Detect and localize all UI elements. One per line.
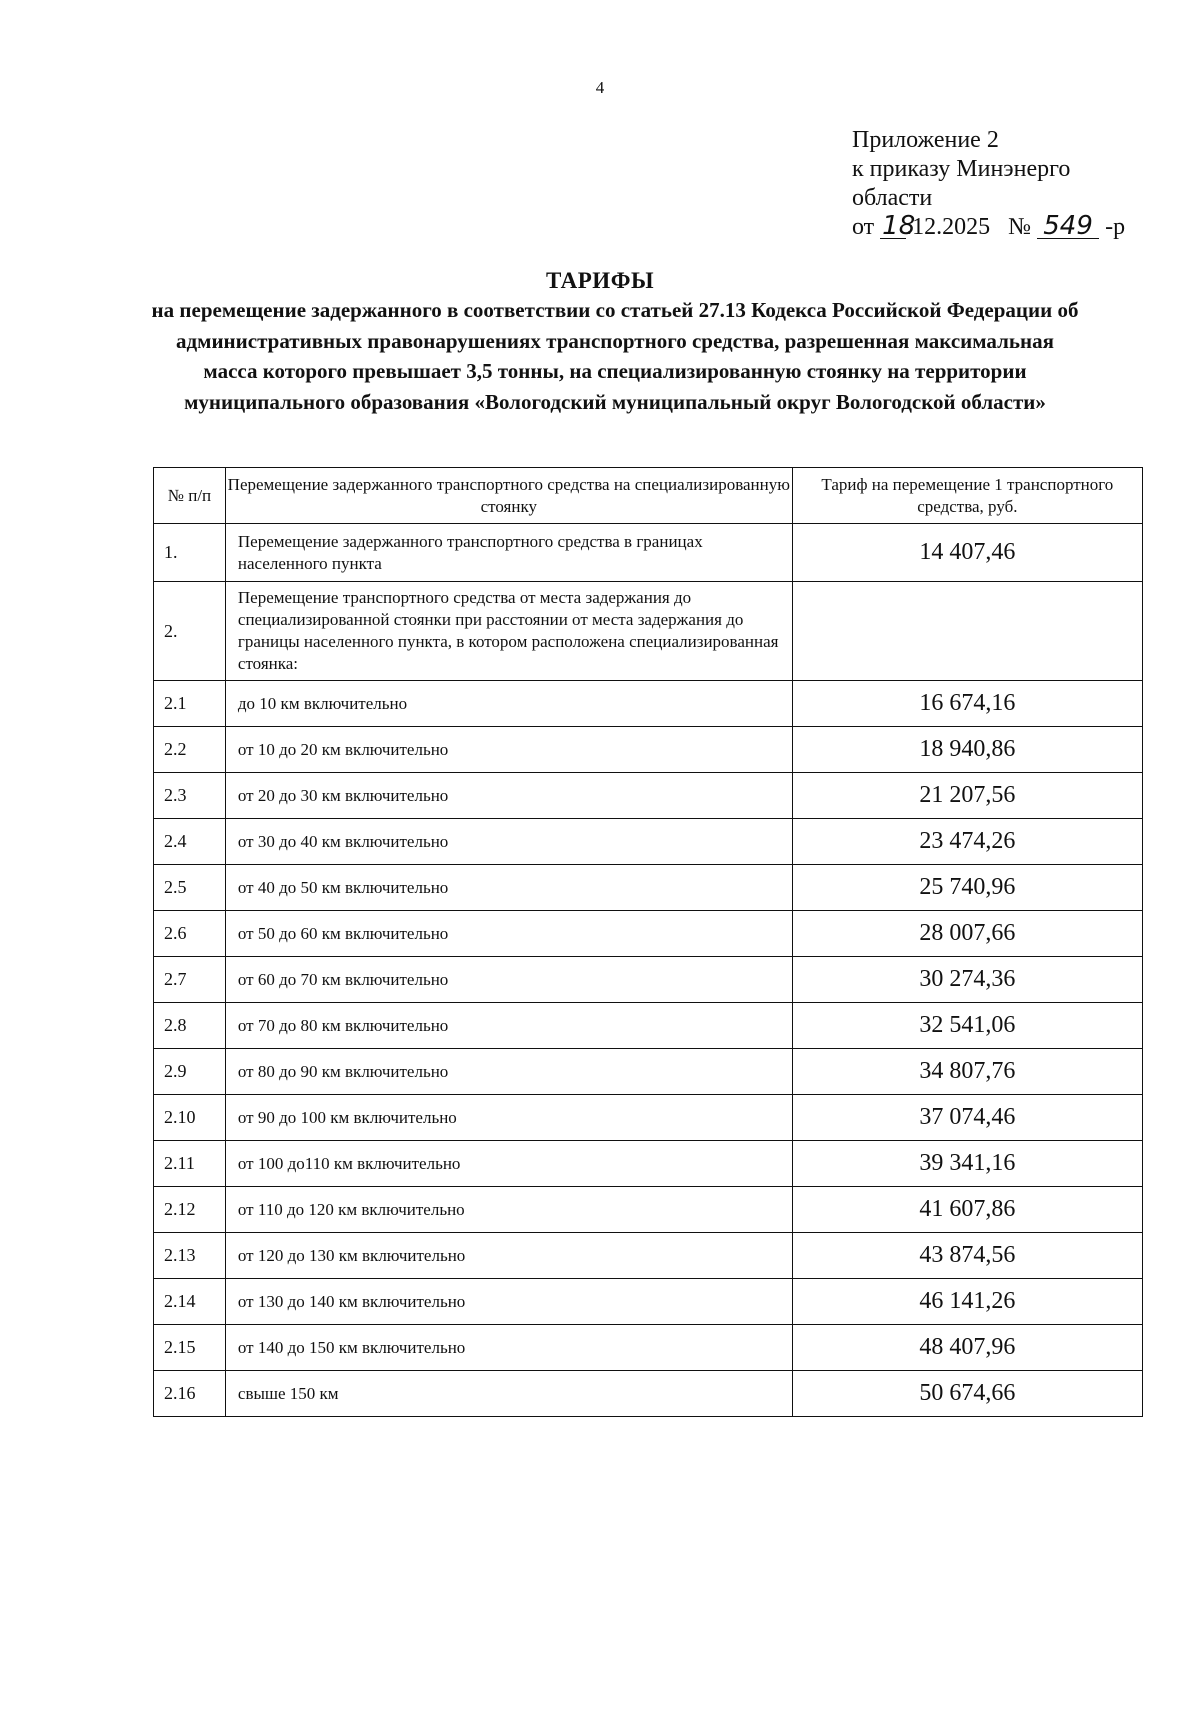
appendix-block	[852, 126, 1125, 242]
row-tariff: 41 607,86	[792, 1187, 1142, 1233]
row-number: 2.11	[154, 1141, 226, 1187]
row-description: от 80 до 90 км включительно	[225, 1049, 792, 1095]
page-number: 4	[595, 78, 605, 97]
row-tariff: 39 341,16	[792, 1141, 1142, 1187]
number-suffix: -р	[1105, 214, 1126, 240]
row-tariff: 25 740,96	[792, 865, 1142, 911]
row-tariff: 30 274,36	[792, 957, 1142, 1003]
table-header-row	[154, 468, 1143, 524]
row-tariff: 43 874,56	[792, 1233, 1142, 1279]
row-number: 2.15	[154, 1325, 226, 1371]
appendix-line-3: области	[852, 185, 933, 211]
table-row	[154, 727, 1143, 773]
date-rest: .12.2025	[906, 214, 991, 240]
appendix-line-2: к приказу Минэнерго	[852, 156, 1071, 182]
handwritten-number: 549	[1037, 214, 1099, 239]
handwritten-day: 18	[882, 211, 916, 241]
row-description: свыше 150 км	[225, 1371, 792, 1417]
appendix-date-line	[852, 213, 1125, 242]
row-number: 2.7	[154, 957, 226, 1003]
row-number: 2.10	[154, 1095, 226, 1141]
row-description: Перемещение задержанного транспортного средства в границах населенного пункта	[225, 524, 792, 582]
row-tariff: 37 074,46	[792, 1095, 1142, 1141]
row-number: 1.	[154, 524, 226, 582]
row-description: от 120 до 130 км включительно	[225, 1233, 792, 1279]
row-number: 2.2	[154, 727, 226, 773]
table-row	[154, 681, 1143, 727]
row-tariff	[792, 582, 1142, 681]
table-row	[154, 957, 1143, 1003]
row-description: от 60 до 70 км включительно	[225, 957, 792, 1003]
row-number: 2.	[154, 582, 226, 681]
row-tariff: 16 674,16	[792, 681, 1142, 727]
table-row	[154, 524, 1143, 582]
row-tariff: 28 007,66	[792, 911, 1142, 957]
row-tariff: 32 541,06	[792, 1003, 1142, 1049]
header-tariff: Тариф на перемещение 1 транспортного средства, руб.	[792, 468, 1142, 524]
table-row	[154, 1325, 1143, 1371]
row-tariff: 46 141,26	[792, 1279, 1142, 1325]
row-number: 2.1	[154, 681, 226, 727]
row-description: от 20 до 30 км включительно	[225, 773, 792, 819]
row-number: 2.12	[154, 1187, 226, 1233]
header-description: Перемещение задержанного транспортного средства на специализированную стоянку	[225, 468, 792, 524]
table-row	[154, 1049, 1143, 1095]
row-tariff: 34 807,76	[792, 1049, 1142, 1095]
row-description: до 10 км включительно	[225, 681, 792, 727]
row-description: от 30 до 40 км включительно	[225, 819, 792, 865]
table-row	[154, 1003, 1143, 1049]
appendix-line-1: Приложение 2	[852, 127, 999, 153]
row-description: Перемещение транспортного средства от места задержания до специализированной стоянки при расстоянии от места задержания до границы населенного пункта, в котором расположена специализированная стоянка:	[225, 582, 792, 681]
row-number: 2.5	[154, 865, 226, 911]
row-tariff: 50 674,66	[792, 1371, 1142, 1417]
row-tariff: 21 207,56	[792, 773, 1142, 819]
header-no: № п/п	[154, 468, 226, 524]
row-description: от 40 до 50 км включительно	[225, 865, 792, 911]
document-title: ТАРИФЫ	[545, 268, 655, 293]
row-description: от 10 до 20 км включительно	[225, 727, 792, 773]
row-number: 2.6	[154, 911, 226, 957]
table-row	[154, 1233, 1143, 1279]
row-number: 2.16	[154, 1371, 226, 1417]
row-number: 2.13	[154, 1233, 226, 1279]
number-prefix: №	[1008, 214, 1032, 240]
row-tariff: 23 474,26	[792, 819, 1142, 865]
table-row	[154, 819, 1143, 865]
row-number: 2.9	[154, 1049, 226, 1095]
table-row	[154, 911, 1143, 957]
tariffs-table	[153, 467, 1143, 1417]
row-number: 2.3	[154, 773, 226, 819]
row-description: от 100 до110 км включительно	[225, 1141, 792, 1187]
row-number: 2.4	[154, 819, 226, 865]
table-row	[154, 865, 1143, 911]
row-description: от 130 до 140 км включительно	[225, 1279, 792, 1325]
row-tariff: 14 407,46	[792, 524, 1142, 582]
date-prefix: от	[852, 214, 875, 240]
row-description: от 90 до 100 км включительно	[225, 1095, 792, 1141]
table-row	[154, 1371, 1143, 1417]
row-number: 2.8	[154, 1003, 226, 1049]
table-row	[154, 1279, 1143, 1325]
document-subtitle: на перемещение задержанного в соответствии со статьей 27.13 Кодекса Российской Федерации об административных правонарушениях транспортного средства, разрешенная максимальная масса которого превышает 3,5 тонны, на специализированную стоянку на территории муниципального образования «Вологодский муниципальный округ Вологодской области»	[151, 298, 1079, 414]
row-tariff: 48 407,96	[792, 1325, 1142, 1371]
table-row	[154, 1141, 1143, 1187]
row-description: от 70 до 80 км включительно	[225, 1003, 792, 1049]
table-row	[154, 1187, 1143, 1233]
row-tariff: 18 940,86	[792, 727, 1142, 773]
table-row	[154, 773, 1143, 819]
row-description: от 50 до 60 км включительно	[225, 911, 792, 957]
row-number: 2.14	[154, 1279, 226, 1325]
table-row	[154, 1095, 1143, 1141]
table-row	[154, 582, 1143, 681]
row-description: от 110 до 120 км включительно	[225, 1187, 792, 1233]
row-description: от 140 до 150 км включительно	[225, 1325, 792, 1371]
